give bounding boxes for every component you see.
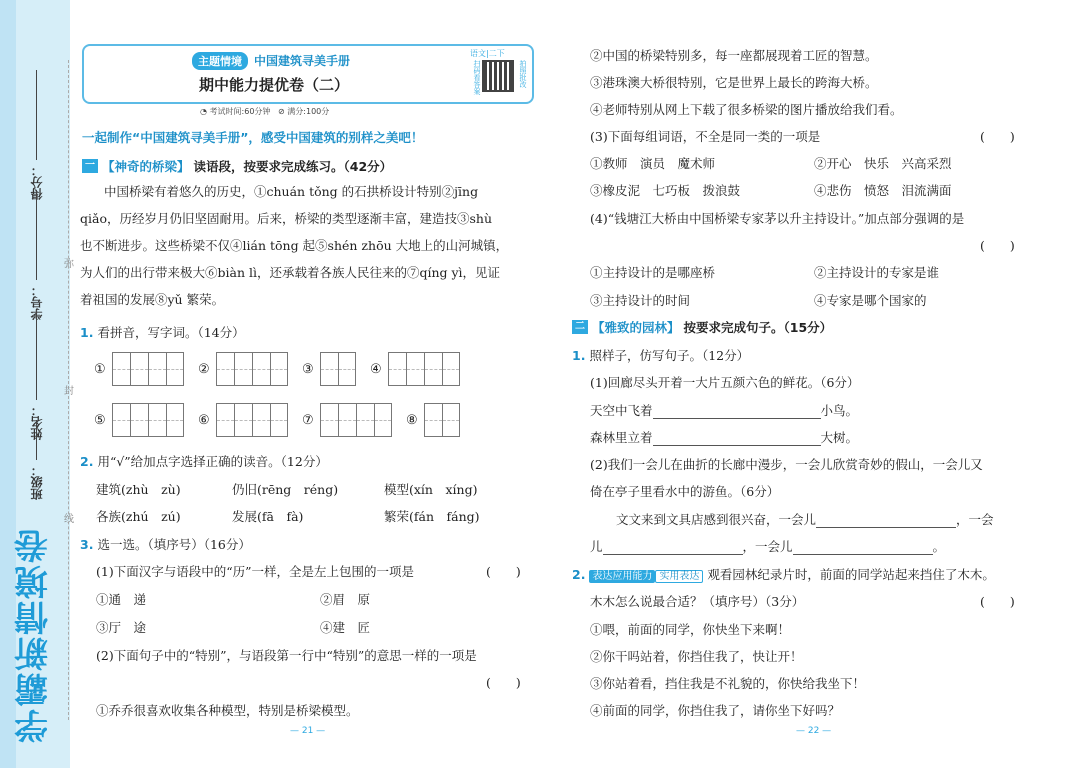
q3-sub2-opt2: ②中国的桥梁特别多，每一座都展现着工匠的智慧。 bbox=[590, 48, 878, 63]
q3-sub3-opt2: ②开心 快乐 兴高采烈 bbox=[814, 156, 952, 171]
question-1 bbox=[80, 323, 245, 341]
exam-meta bbox=[200, 106, 329, 117]
question-1-text: 看拼音，写字词。（14分） bbox=[97, 325, 245, 340]
grid-4-mark: ④ bbox=[370, 361, 382, 377]
q3-sub3: (3)下面每组词语，不全是同一类的一项是 bbox=[590, 129, 821, 144]
sec2-q1-blank-d[interactable] bbox=[603, 541, 743, 555]
sec2-q1-blank-e[interactable] bbox=[793, 541, 933, 555]
section-one-desc: 读语段，按要求完成练习。（42分） bbox=[193, 159, 393, 174]
sec2-q1-line-b-post: 大树。 bbox=[820, 430, 859, 445]
passage-line-4: 为人们的出行带来极大⑥biàn lì，还承载着各族人民往来的⑦qíng yì，见证 bbox=[80, 265, 501, 280]
grid-5-mark: ⑤ bbox=[94, 412, 106, 428]
pron-2[interactable]: 仍旧(rēng réng) bbox=[232, 482, 339, 497]
sec2-q1-line-d-pre: 儿 bbox=[590, 539, 603, 554]
exam-score: 满分:100分 bbox=[287, 107, 330, 116]
question-2-text: 用“√”给加点字选择正确的读音。（12分） bbox=[97, 454, 328, 469]
student-no-label: 学号： bbox=[30, 284, 44, 320]
sec2-q1-line-a-post: 小鸟。 bbox=[820, 403, 859, 418]
theme-title: 中国建筑寻美手册 bbox=[254, 54, 351, 68]
seal-mark-1: 弥 bbox=[64, 259, 74, 270]
pron-4[interactable]: 各族(zhú zú) bbox=[96, 509, 181, 524]
sec2-q1-line-b-pre: 森林里立着 bbox=[590, 430, 653, 445]
grid-2-mark: ② bbox=[198, 361, 210, 377]
grid-4[interactable] bbox=[370, 352, 460, 386]
q3-sub1: (1)下面汉字与语段中的“历”一样，全是左上包围的一项是 bbox=[96, 564, 414, 579]
q3-sub4-opt4: ④专家是哪个国家的 bbox=[814, 293, 927, 308]
clock-icon: ◔ bbox=[200, 107, 207, 116]
sec2-q1-example2-line2: 倚在亭子里看水中的游鱼。（6分） bbox=[590, 484, 780, 499]
section-one-tag: 【神奇的桥梁】 bbox=[102, 159, 190, 174]
sec2-q1-example2-line1: (2)我们一会儿在曲折的长廊中漫步，一会儿欣赏奇妙的假山，一会儿又 bbox=[590, 457, 983, 472]
q3-sub1-opt1: ①通 递 bbox=[96, 592, 147, 607]
question-3-num: 3. bbox=[80, 537, 94, 552]
q3-sub3-answer[interactable]: ( ) bbox=[980, 129, 1015, 144]
grid-7[interactable] bbox=[302, 403, 392, 437]
section-two-num: 二 bbox=[572, 320, 588, 334]
sec2-q1-example1: (1)回廊尽头开着一大片五颜六色的鲜花。（6分） bbox=[590, 375, 860, 390]
grid-7-mark: ⑦ bbox=[302, 412, 314, 428]
sec2-q1-blank-b[interactable] bbox=[653, 432, 821, 446]
sec2-question-2-num: 2. bbox=[572, 567, 586, 582]
sec2-q1-line-a bbox=[590, 401, 858, 419]
grid-1-mark: ① bbox=[94, 361, 106, 377]
class-label: 班级： bbox=[30, 464, 44, 500]
q3-sub4-opt1: ①主持设计的是哪座桥 bbox=[590, 265, 716, 280]
section-one-num: 一 bbox=[82, 159, 98, 173]
name-label: 姓名： bbox=[30, 404, 44, 440]
intro-line: 一起制作“中国建筑寻美手册”，感受中国建筑的别样之美吧！ bbox=[82, 130, 424, 145]
q3-sub4: (4)“钱塘江大桥由中国桥梁专家茅以升主持设计。”加点部分强调的是 bbox=[590, 211, 965, 226]
name-line bbox=[37, 310, 38, 400]
class-line bbox=[37, 420, 38, 460]
qr-label-left: 扫码看答案 bbox=[473, 60, 481, 95]
passage-line-1: 中国桥梁有着悠久的历史，①chuán tǒng 的石拱桥设计特别②jīng bbox=[104, 184, 479, 199]
theme-pill: 主题情境 bbox=[192, 52, 248, 70]
sec2-q1-blank-a[interactable] bbox=[653, 405, 821, 419]
q3-sub2-answer[interactable]: ( ) bbox=[486, 675, 521, 690]
sec2-q2-opt4: ④前面的同学，你挡住我了，请你坐下好吗？ bbox=[590, 703, 841, 718]
grid-3[interactable] bbox=[302, 352, 356, 386]
q3-sub1-opt4: ④建 匠 bbox=[320, 620, 371, 635]
section-two-head bbox=[572, 318, 832, 336]
qr-label-right: 拍照批改 bbox=[519, 60, 527, 88]
sec2-question-2 bbox=[572, 565, 995, 583]
page-number-right: — 22 — bbox=[796, 726, 832, 736]
exam-title: 期中能力提优卷（二） bbox=[198, 76, 349, 94]
q3-sub2-opt1: ①乔乔很喜欢收集各种模型，特别是桥梁模型。 bbox=[96, 703, 359, 718]
grid-2[interactable] bbox=[198, 352, 288, 386]
question-2-num: 2. bbox=[80, 454, 94, 469]
sec2-q1-line-a-pre: 天空中飞着 bbox=[590, 403, 653, 418]
passage-line-5: 着祖国的发展⑧yǔ 繁荣。 bbox=[80, 292, 225, 307]
grid-1[interactable] bbox=[94, 352, 184, 386]
q3-sub1-answer[interactable]: ( ) bbox=[486, 564, 521, 579]
check-icon: ⊘ bbox=[278, 107, 285, 116]
skill-tag: 表达应用能力 bbox=[589, 570, 655, 583]
q3-sub2: (2)下面句子中的“特别”，与语段第一行中“特别”的意思一样的一项是 bbox=[96, 648, 477, 663]
sec2-question-1-text: 照样子，仿写句子。（12分） bbox=[589, 348, 750, 363]
section-one-head bbox=[82, 157, 392, 175]
grid-8[interactable] bbox=[406, 403, 460, 437]
question-3 bbox=[80, 535, 251, 553]
question-1-num: 1. bbox=[80, 325, 94, 340]
section-two-tag: 【雅致的园林】 bbox=[592, 320, 680, 335]
pron-6[interactable]: 繁荣(fán fáng) bbox=[384, 509, 480, 524]
student-no-line bbox=[37, 190, 38, 280]
exam-header bbox=[82, 44, 534, 104]
seal-mark-3: 线 bbox=[64, 514, 74, 525]
sec2-q1-line-d-post: 。 bbox=[932, 539, 946, 554]
score-line bbox=[37, 70, 38, 160]
q3-sub3-opt1: ①教师 演员 魔术师 bbox=[590, 156, 716, 171]
brand-logo: 学霸新情境卷 bbox=[14, 527, 55, 743]
grid-3-mark: ③ bbox=[302, 361, 314, 377]
qr-code[interactable] bbox=[482, 60, 514, 92]
score-label: 得分： bbox=[30, 164, 44, 200]
sec2-q1-line-c bbox=[616, 510, 994, 528]
score-field[interactable] bbox=[28, 70, 45, 200]
passage-line-3: 也不断进步。这些桥梁不仅④lián tōng 起⑤shén zhōu 大地上的山河城镇， bbox=[80, 238, 509, 253]
sec2-q1-line-c-pre: 文文来到文具店感到很兴奋，一会儿 bbox=[616, 512, 817, 527]
student-no-field[interactable] bbox=[28, 190, 45, 320]
sec2-question-2-text: 观看园林纪录片时，前面的同学站起来挡住了木木。 bbox=[707, 567, 995, 582]
sec2-q2-opt2: ②你干吗站着，你挡住我了，快让开！ bbox=[590, 649, 803, 664]
q3-sub2-opt3: ③港珠澳大桥很特别，它是世界上最长的跨海大桥。 bbox=[590, 75, 878, 90]
sec2-q1-line-d bbox=[590, 537, 945, 555]
page-number-left: — 21 — bbox=[290, 726, 326, 736]
q3-sub2-opt4: ④老师特别从网上下载了很多桥梁的图片播放给我们看。 bbox=[590, 102, 903, 117]
sec2-question-2-text2: 木木怎么说最合适？（填序号）（3分） bbox=[590, 594, 805, 609]
sec2-q2-opt1: ①喂，前面的同学，你快坐下来啊！ bbox=[590, 622, 791, 637]
q3-sub4-opt3: ③主持设计的时间 bbox=[590, 293, 691, 308]
q3-sub3-opt3: ③橡皮泥 七巧板 拨浪鼓 bbox=[590, 183, 741, 198]
section-two-desc: 按要求完成句子。（15分） bbox=[683, 320, 833, 335]
pron-3[interactable]: 模型(xín xíng) bbox=[384, 482, 478, 497]
binding-strip bbox=[0, 0, 70, 768]
sec2-question-1-num: 1. bbox=[572, 348, 586, 363]
pron-1[interactable]: 建筑(zhù zù) bbox=[96, 482, 181, 497]
q3-sub1-opt2: ②眉 原 bbox=[320, 592, 371, 607]
sec2-q2-opt3: ③你站着看，挡住我是不礼貌的，你快给我坐下！ bbox=[590, 676, 866, 691]
grade-label: 语文|二下 bbox=[470, 49, 505, 58]
practice-tag: 实用表达 bbox=[655, 570, 703, 583]
pron-5[interactable]: 发展(fā fà) bbox=[232, 509, 304, 524]
class-field[interactable] bbox=[28, 420, 45, 500]
grid-6[interactable] bbox=[198, 403, 288, 437]
grid-5[interactable] bbox=[94, 403, 184, 437]
grid-6-mark: ⑥ bbox=[198, 412, 210, 428]
sec2-q1-line-c-post: ，一会 bbox=[956, 512, 994, 527]
grid-8-mark: ⑧ bbox=[406, 412, 418, 428]
exam-time: 考试时间:60分钟 bbox=[209, 107, 271, 116]
q3-sub4-opt2: ②主持设计的专家是谁 bbox=[814, 265, 940, 280]
sec2-q1-line-b bbox=[590, 428, 858, 446]
q3-sub3-opt4: ④悲伤 愤怒 泪流满面 bbox=[814, 183, 952, 198]
sec2-q1-blank-c[interactable] bbox=[816, 514, 956, 528]
question-2 bbox=[80, 452, 328, 470]
q3-sub1-opt3: ③厅 途 bbox=[96, 620, 147, 635]
sec2-question-1 bbox=[572, 346, 749, 364]
passage-line-2: qiǎo，历经岁月仍旧坚固耐用。后来，桥梁的类型逐渐丰富，建造技③shù bbox=[80, 211, 492, 226]
q3-sub4-answer[interactable]: ( ) bbox=[980, 238, 1015, 253]
sec2-q2-answer[interactable]: ( ) bbox=[980, 594, 1015, 609]
seal-mark-2: 封 bbox=[64, 386, 74, 397]
question-3-text: 选一选。（填序号）（16分） bbox=[97, 537, 251, 552]
sec2-q1-line-d-mid: ，一会儿 bbox=[742, 539, 793, 554]
